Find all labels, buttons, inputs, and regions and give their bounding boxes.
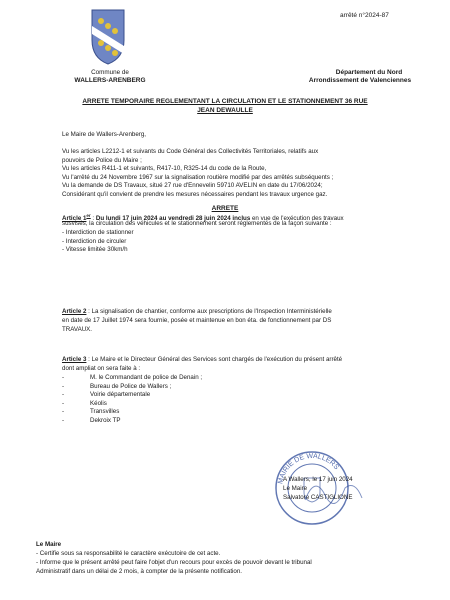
considerant-line: Vu les articles R411-1 et suivants, R417-10, R325-14 du code de la Route, xyxy=(62,165,267,173)
footer-title: Le Maire xyxy=(36,541,62,548)
list-item: - Vitesse limitée 30km/h xyxy=(62,246,128,254)
list-item: M. le Commandant de police de Denain ; xyxy=(90,374,203,381)
considerant-line: pouvoirs de Police du Maire ; xyxy=(62,156,142,164)
list-item: Dekroix TP xyxy=(90,416,121,424)
footer-line2: - Informe que le présent arrêté peut faire l'objet d'un recours pour excès de pouvoir devant le tribunal xyxy=(36,559,312,566)
footer-line3: Administratif dans un délai de 2 mois, à compter de la présente notification. xyxy=(36,568,243,575)
considerant-line: Vu la demande de DS Travaux, situé 27 rue d'Ennevelin 59710 AVELIN en date du 17/06/2024; xyxy=(62,182,323,190)
article-1-list xyxy=(62,229,134,255)
commune-name: WALLERS-ARENBERG xyxy=(74,77,146,84)
considerant-line: Considérant qu'il convient de prendre les mesures nécessaires pendant les travaux urgence gaz. xyxy=(62,190,328,198)
coat-of-arms-logo xyxy=(88,6,128,66)
list-item: Bureau de Police de Wallers ; xyxy=(90,382,172,390)
document-title-line2: JEAN DEWAULLE xyxy=(197,107,253,114)
departement: Département du Nord xyxy=(335,69,403,76)
article-1-dates: Du lundi 17 juin 2024 au vendredi 28 juin 2024 inclus xyxy=(95,215,251,223)
list-item: Voirie départementale xyxy=(90,391,151,399)
list-item: - Interdiction de stationner xyxy=(62,229,134,236)
article-1-line2: susvisés, la circulation des véhicules et le stationnement seront réglementés de la façon suivante : xyxy=(62,220,332,227)
svg-text:MAIRIE DE WALLERS: MAIRIE DE WALLERS xyxy=(277,452,340,485)
list-item: Kéolis xyxy=(90,399,107,407)
arrete-number: arrêté n°2024-87 xyxy=(340,12,389,19)
footer-line1: - Certifie sous sa responsabilité le caractère exécutoire de cet acte. xyxy=(36,550,221,557)
article-2-label: Article 2 xyxy=(62,308,87,315)
considerant-line: Vu l'arrêté du 24 Novembre 1967 sur la signalisation routière modifié par des arrêtés subséquents ; xyxy=(62,173,334,181)
article-3 xyxy=(62,356,402,365)
article-2 xyxy=(62,308,402,317)
handwritten-signature xyxy=(300,470,370,510)
list-item: - Interdiction de circuler xyxy=(62,237,127,245)
considerants xyxy=(62,148,392,200)
article-1-sup: er xyxy=(86,213,91,218)
article-2-line3: TRAVAUX. xyxy=(62,326,93,333)
article-2-line2: en date de 17 Juillet 1974 sera fournie, posée et maintenue en bon éta. de fonctionnement par DS xyxy=(62,317,332,324)
signature-place-date: A Wallers, le 17 juin 2024 xyxy=(283,476,353,483)
arrete-heading: ARRETE xyxy=(211,205,239,212)
ampliation-bullets: - - - - - - xyxy=(62,374,65,424)
signature-name: Salvatore CASTIGLIONE xyxy=(283,494,353,501)
article-3-label: Article 3 xyxy=(62,356,87,363)
considerant-line: Vu les articles L2212-1 et suivants du Code Général des Collectivités Territoriales, relatifs aux xyxy=(62,148,319,155)
article-1-rest: en vue de l'exécution des travaux xyxy=(250,215,344,223)
ampliation-list xyxy=(90,374,202,426)
article-2-text1: : La signalisation de chantier, conforme aux prescriptions de l'Inspection Interministérielle xyxy=(86,308,332,315)
list-item: Transvilles xyxy=(90,408,120,416)
signature-role: Le Maire xyxy=(283,485,308,492)
arrondissement: Arrondissement de Valenciennes xyxy=(308,77,412,84)
commune-label: Commune de xyxy=(91,69,129,76)
article-3-line2: dont ampliat on sera faite à : xyxy=(62,365,141,372)
article-3-text1: : Le Maire et le Directeur Général des Services sont chargés de l'exécution du présent arrêté xyxy=(86,356,343,363)
maire-intro: Le Maire de Wallers-Arenberg, xyxy=(62,131,147,138)
article-1-sep: : xyxy=(90,215,96,223)
article-1-label: Article 1 xyxy=(62,215,87,223)
document-title-line1: ARRETE TEMPORAIRE REGLEMENTANT LA CIRCULATION ET LE STATIONNEMENT 36 RUE xyxy=(82,98,368,105)
